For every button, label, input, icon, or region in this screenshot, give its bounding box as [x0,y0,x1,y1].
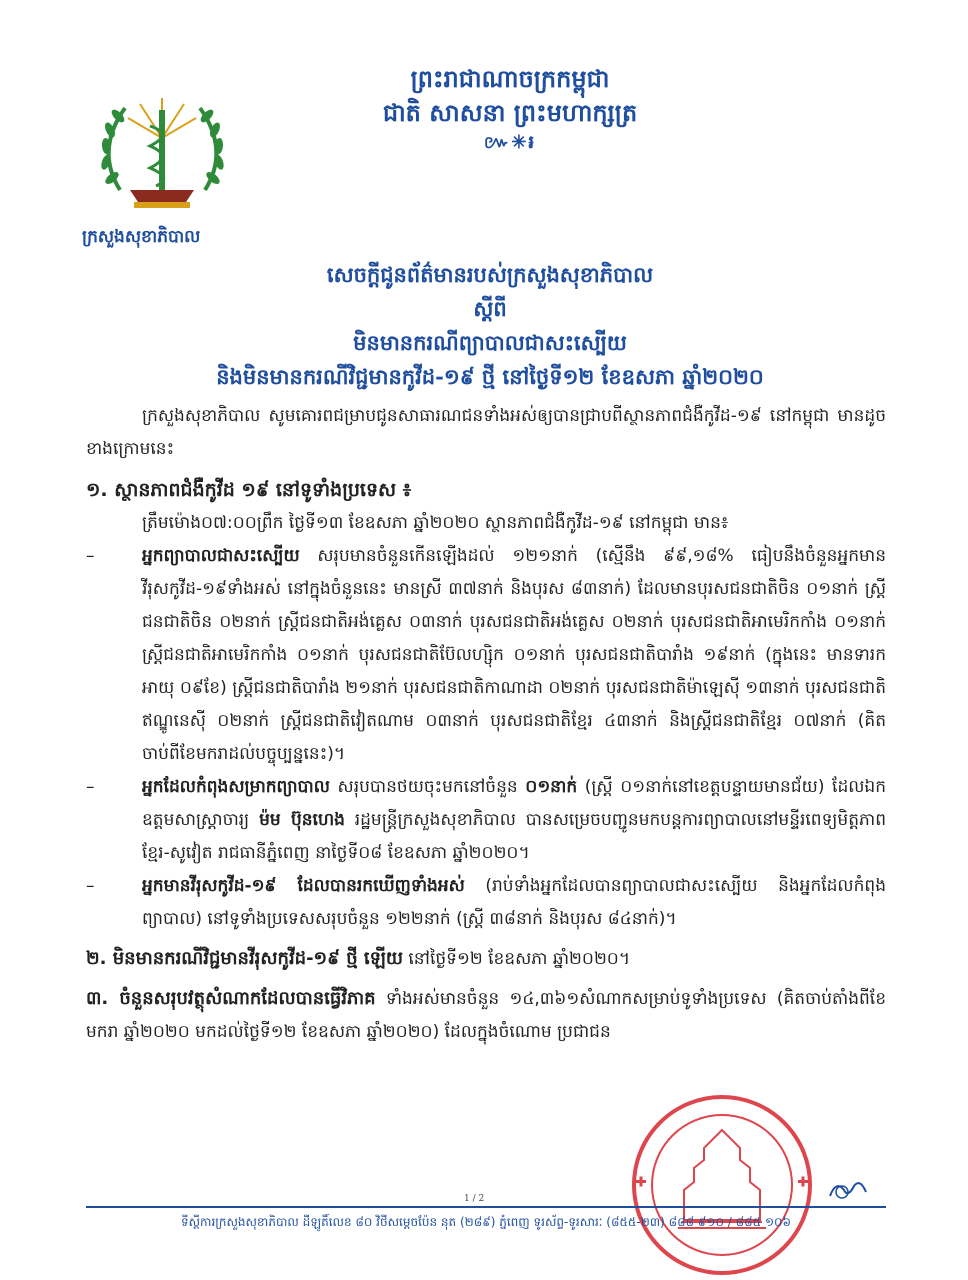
bullet-dash: – [86,546,95,566]
bullet-under-treatment [86,771,886,870]
footer-divider [86,1206,886,1208]
press-release-title [120,258,860,394]
bullet-treatment-text-b: (ស្ត្រី ០១នាក់នៅខេត្តបន្ទាយមានជ័យ) ដែលឯកឧត្តមសាស្ត្រាចារ្យ [142,777,887,830]
bullet-treatment-text-c: រដ្ឋមន្ត្រីក្រសួងសុខាភិបាល បានសម្រេចបញ្ជូនមកបន្តការព្យាបាលនៅមន្ទីរពេទ្យមិត្តភាពខ្មែរ-សូវៀត រាជធានីភ្នំពេញ នាថ្ងៃទី០៨ ខែឧសភា ឆ្នាំ២០២០។ [142,810,886,863]
page-number: 1 / 2 [464,1194,485,1204]
ornament-divider: ៚✳៛ [483,132,537,153]
intro-paragraph: ក្រសួងសុខាភិបាល សូមគោរពជម្រាបជូនសាធារណជនទាំងអស់ឲ្យបានជ្រាបពីស្ថានភាពជំងឺកូវីដ-១៩ នៅកម្ពុជា មានដូចខាងក្រោមនេះ [86,406,886,459]
bullet-recovered [86,540,886,771]
title-line-1: សេចក្តីជូនព័ត៌មានរបស់ក្រសួងសុខាភិបាល [326,262,654,287]
ministry-name: ក្រសួងសុខាភិបាល [82,227,201,247]
signature-icon [826,1176,870,1204]
bullet-dash: – [86,876,95,896]
ministry-logo-icon [90,90,235,220]
title-line-4: និងមិនមានករណីវិជ្ជមានកូវីដ-១៩ ថ្មី នៅថ្ងៃទី១២ ខែឧសភា ឆ្នាំ២០២០ [216,364,764,389]
section-2-text: នៅថ្ងៃទី១២ ខែឧសភា ឆ្នាំ២០២០។ [403,949,631,969]
section-1-lead: ត្រឹមម៉ោង០៧:០០ព្រឹក ថ្ងៃទី១៣ ខែឧសភា ឆ្នាំ២០២០ ស្ថានភាពជំងឺកូវីដ-១៩ នៅកម្ពុជា មាន៖ [142,513,729,533]
national-motto: ជាតិ សាសនា ព្រះមហាក្សត្រ [382,98,638,127]
minister-name: ម៉ម ប៊ុនហេង [259,810,345,830]
section-3-heading: ៣. ចំនួនសរុបវត្ថុសំណាកដែលបានធ្វើវិភាគ [86,988,376,1009]
title-line-2: ស្តីពី [473,296,507,321]
bullet-recovered-label: អ្នកព្យាបាលជាសះស្បើយ [142,546,300,566]
section-2-heading: ២. មិនមានករណីវិជ្ជមានវីរុសកូវីដ-១៩ ថ្មី ឡើយ [86,948,403,969]
footer-address: ទីស្តីការក្រសួងសុខាភិបាល ដីឡូតិ៍លេខ ៨០ វិថីសម្តេចប៉ែន នុត (២៨៩) ភ្នំពេញ ទូរស័ព្ទ-ទូរសារៈ (៨៥៥-២៣) ៨៨៨ ៩១០ / ៨៨៥ ១០៦ [180,1215,792,1229]
section-1-heading: ១. ស្ថានភាពជំងឺកូវីដ ១៩ នៅទូទាំងប្រទេស ៖ [86,479,412,501]
kingdom-title: ព្រះរាជាណាចក្រកម្ពុជា [410,64,610,93]
bullet-treatment-count: ០១នាក់ [525,777,578,797]
bullet-total-text: (រាប់ទាំងអ្នកដែលបានព្យាបាលជាសះស្បើយ និងអ្នកដែលកំពុងព្យាបាល) នៅទូទាំងប្រទេសសរុបចំនួន ១២២នាក់ (ស្ត្រី ៣៨នាក់ និងបុរស ៨៤នាក់)។ [142,876,886,929]
bullet-treatment-text-a: សរុបបានថយចុះមកនៅចំនួន [337,777,526,797]
section-2 [86,942,886,976]
bullet-recovered-text: សរុបមានចំនួនកើនឡើងដល់ ១២១នាក់ (ស្មើនឹង ៩៩,១៨% ធៀបនឹងចំនួនអ្នកមានវីរុសកូវីដ-១៩ទាំងអស់ នៅក្នុងចំនួននេះ មានស្រី ៣៧នាក់ និងបុរស ៨៣នាក់) ដែលមានបុរសជនជាតិចិន ០១នាក់ ស្ត្រីជនជាតិចិន ០២នាក់ ស្ត្រីជនជាតិអង់គ្លេស ០៣នាក់ បុរសជនជាតិអង់គ្លេស ០២នាក់ បុរសជនជាតិអាមេរិកកាំង ០១នាក់ ស្ត្រីជនជាតិអាមេរិកកាំង ០១នាក់ បុរសជនជាតិប៊ែលហ្ស៊ិក ០១នាក់ បុរសជនជាតិបារាំង ១៩នាក់ (ក្នុងនេះ មានទារកអាយុ ០៩ខែ) ស្ត្រីជនជាតិបារាំង ២១នាក់ បុរសជនជាតិកាណាដា ០២នាក់ បុរសជនជាតិម៉ាឡេស៊ី ១៣នាក់ បុរសជនជាតិឥណ្ឌូនេស៊ី ០២នាក់ ស្ត្រីជនជាតិវៀតណាម ០៣នាក់ បុរសជនជាតិខ្មែរ ៤៣នាក់ និងស្ត្រីជនជាតិខ្មែរ ០៧នាក់ (គិតចាប់ពីខែមករាដល់បច្ចុប្បន្ននេះ)។ [142,546,886,764]
bullet-total-label: អ្នកមានវីរុសកូវីដ-១៩ ដែលបានរកឃើញទាំងអស់ [142,876,465,896]
bullet-treatment-label: អ្នកដែលកំពុងសម្រាកព្យាបាល [142,777,330,797]
bullet-dash: – [86,777,95,797]
document-body [86,400,886,1049]
title-line-3: មិនមានករណីព្យាបាលជាសះស្បើយ [353,330,627,355]
kingdom-header [300,62,720,156]
section-3-text: ទាំងអស់មានចំនួន ១៤,៣៦១សំណាកសម្រាប់ទូទាំងប្រទេស (គិតចាប់តាំងពីខែមករា ឆ្នាំ២០២០ មកដល់ថ្ងៃទី១២ ខែឧសភា ឆ្នាំ២០២០) ដែលក្នុងចំណោម ប្រជាជន [86,989,886,1042]
official-stamp-icon [622,1090,822,1280]
section-3 [86,982,886,1049]
bullet-total-cases [86,870,886,936]
